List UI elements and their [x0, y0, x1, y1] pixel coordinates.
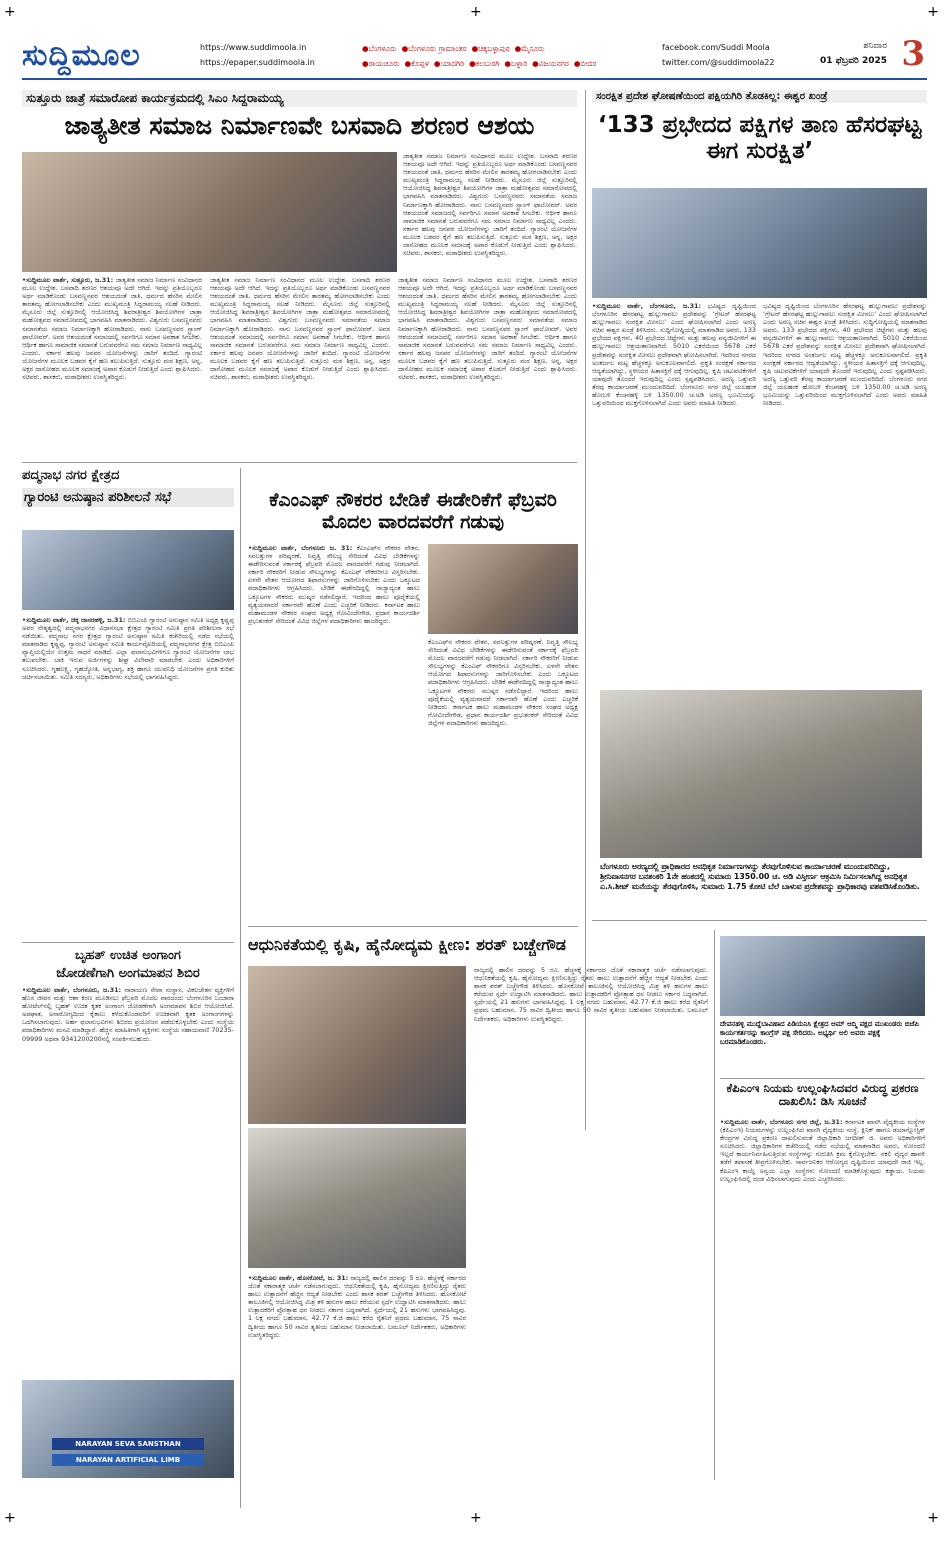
story7-photo — [600, 690, 922, 858]
story5-body — [22, 986, 234, 1374]
registration-mark: + — [4, 1510, 16, 1526]
story1-headline: ಜಾತ್ಯತೀತ ಸಮಾಜ ನಿರ್ಮಾಣವೇ ಬಸವಾದಿ ಶರಣರ ಆಶಯ — [64, 111, 535, 140]
edition-city: ●ಮೈಸೂರು — [514, 44, 545, 53]
date-label: 01 ಫೆಬ್ರವರಿ 2025 — [820, 56, 887, 66]
column-divider — [714, 930, 715, 1480]
story1-body: ಜಾತ್ಯತೀತ ಸಮಾಜ ನಿರ್ಮಾಣ ಸಂವಿಧಾನದ ಮೂಲ ಉದ್ದೇಶ. ಬಸವಾದಿ ಶರಣರ ಆಶಯವೂ ಅದೇ ಆಗಿದೆ. ಇದನ್ನು ಪ್ರತಿಯೊಬ್ಬರೂ ಅರ್ಥ ಮಾಡಿಕೊಂಡು ಬಸವಣ್ಣನವರ ಆಶಯದಂತೆ ಜಾತಿ, ಧರ್ಮದ ಹೆಸರಿನ ಮೇಲಿನ ತಾರತಮ್ಯ ಹೋಗಲಾಡಿಸಬೇಕು ಎಂದು ಮುಖ್ಯಮಂತ್ರಿ ಸಿದ್ದರಾಮಯ್ಯ ಸಲಹೆ ನೀಡಿದರು. ಮೈಸೂರು ಜಿಲ್ಲೆ ಸುತ್ತೂರಿನಲ್ಲಿ ಆಯೋಜಿಸಿದ್ದ ಶಿವರಾತ್ರೀಶ್ವರ ಶಿವಯೋಗಿಗಳ ಜಾತ್ರಾ ಮಹೋತ್ಸವದ ಸಮಾರೋಪದಲ್ಲಿ ಭಾಗವಹಿಸಿ ಮಾತನಾಡಿದರು. ವಿಶ್ವಗುರು ಬಸವಣ್ಣನವರು ಸಮಾನತೆಯ ಸಮಾಜ ನಿರ್ಮಾಣಕ್ಕಾಗಿ ಹೋರಾಡಿದರು. ನಾನು ಬಸವಣ್ಣನವರ ಸ್ಟ್ರಾಂಗ್ ಫಾಲೋವರ್. ಅವರ ಆಶಯದಂತೆ ಸಮಾಜದಲ್ಲಿ ಸರ್ವರಿಗೂ ಸಮಾನ ಅವಕಾಶ ಸಿಗಬೇಕು. ಆರ್ಥಿಕ ಹಾಗೂ ಸಾಮಾಜಿಕ ಸಮಾನತೆ ಬರುವವರೆಗೂ ಸಮ ಸಮಾಜ ನಿರ್ಮಾಣ ಸಾಧ್ಯವಿಲ್ಲ ಎಂದರು. ಸರ್ಕಾರ ಹಲವು ಜನಪರ ಯೋಜನೆಗಳನ್ನು ಜಾರಿಗೆ ತಂದಿದೆ. ಗ್ಯಾರಂಟಿ ಯೋಜನೆಗಳ ಮೂಲಕ ಬಡವರ ಕೈಗೆ ಹಣ ತಲುಪಿಸುತ್ತಿದೆ. ಸುತ್ತೂರು ಮಠ ಶಿಕ್ಷಣ, ಅನ್ನ, ಅಕ್ಷರ ದಾಸೋಹದ ಮೂಲಕ ಸಮಾಜಕ್ಕೆ ಅಪಾರ ಕೊಡುಗೆ ನೀಡುತ್ತಿದೆ ಎಂದು ಶ್ಲಾಘಿಸಿದರು. ಸಚಿವರು, ಶಾಸಕರು, ಮಠಾಧೀಶರು ಉಪಸ್ಥಿತರಿದ್ದರು. — [22, 276, 202, 382]
story9-body — [720, 1118, 925, 1476]
divider — [720, 1078, 925, 1079]
divider — [22, 462, 577, 463]
page-number: 3 — [901, 34, 925, 74]
edition-cities — [362, 41, 662, 71]
edition-city: ●ಯಾದಗಿರಿ — [433, 59, 465, 68]
edition-city: ●ರಾಯಚೂರು — [362, 59, 400, 68]
story2-dateline: •ಸುದ್ದಿಮೂಲ ವಾರ್ತೆ, ಬೆಂಗಳೂರು, ಜ.31: — [592, 302, 702, 310]
story4-body: ಕೆಎಂಎಫ್‌ನ ನೌಕರರ ವೇತನ, ಸವಲತ್ತುಗಳ ಪರಿಷ್ಕರಣೆ, ನಿವೃತ್ತಿ ಸೌಲಭ್ಯ ಸೇರಿದಂತೆ ವಿವಿಧ ಬೇಡಿಕೆಗಳನ್ನು ಈಡೇರಿಸುವಂತೆ ಸರ್ಕಾರಕ್ಕೆ ಫೆಬ್ರವರಿ ಮೊದಲ ವಾರದವರೆಗೆ ಗಡುವು ನೀಡಲಾಗಿದೆ. ಸರ್ಕಾರಿ ನೌಕರರಿಗೆ ನೀಡುವ ಸೌಲಭ್ಯಗಳನ್ನು ಕೆಎಂಎಫ್ ನೌಕರರಿಗೂ ವಿಸ್ತರಿಸಬೇಕು. ಏಳನೇ ವೇತನ ಆಯೋಗದ ಶಿಫಾರಸುಗಳನ್ನು ಜಾರಿಗೊಳಿಸಬೇಕು ಎಂದು ಒಕ್ಕೂಟದ ಪದಾಧಿಕಾರಿಗಳು ಆಗ್ರಹಿಸಿದರು. ಬೇಡಿಕೆ ಈಡೇರದಿದ್ದಲ್ಲಿ ರಾಜ್ಯಾದ್ಯಂತ ಹಾಲು ಒಕ್ಕೂಟಗಳ ನೌಕರರು ಮುಷ್ಕರ ನಡೆಸಲಿದ್ದಾರೆ. ಇದರಿಂದ ಹಾಲು ಪೂರೈಕೆಯಲ್ಲಿ ವ್ಯತ್ಯಯವಾದರೆ ಸರ್ಕಾರವೇ ಹೊಣೆ ಎಂದು ಎಚ್ಚರಿಕೆ ನೀಡಿದರು. ಕರ್ನಾಟಕ ಹಾಲು ಮಹಾಮಂಡಳ ನೌಕರರ ಸಂಘದ ಅಧ್ಯಕ್ಷ ಗೋವಿಂದೇಗೌಡ, ಪ್ರಧಾನ ಕಾರ್ಯದರ್ಶಿ ಪ್ರಭುಶಂಕರ್ ಸೇರಿದಂತೆ ವಿವಿಧ ಜಿಲ್ಲೆಗಳ ಪದಾಧಿಕಾರಿಗಳು ಹಾಜರಿದ್ದರು. — [248, 544, 420, 625]
registration-mark: + — [927, 4, 939, 20]
story5-dateline: •ಸುದ್ದಿಮೂಲ ವಾರ್ತೆ, ಬೆಂಗಳೂರು, ಜ.31: — [22, 986, 122, 994]
story1-body-col3: ಜಾತ್ಯತೀತ ಸಮಾಜ ನಿರ್ಮಾಣ ಸಂವಿಧಾನದ ಮೂಲ ಉದ್ದೇಶ. ಬಸವಾದಿ ಶರಣರ ಆಶಯವೂ ಅದೇ ಆಗಿದೆ. ಇದನ್ನು ಪ್ರತಿಯೊಬ್ಬರೂ ಅರ್ಥ ಮಾಡಿಕೊಂಡು ಬಸವಣ್ಣನವರ ಆಶಯದಂತೆ ಜಾತಿ, ಧರ್ಮದ ಹೆಸರಿನ ಮೇಲಿನ ತಾರತಮ್ಯ ಹೋಗಲಾಡಿಸಬೇಕು ಎಂದು ಮುಖ್ಯಮಂತ್ರಿ ಸಿದ್ದರಾಮಯ್ಯ ಸಲಹೆ ನೀಡಿದರು. ಮೈಸೂರು ಜಿಲ್ಲೆ ಸುತ್ತೂರಿನಲ್ಲಿ ಆಯೋಜಿಸಿದ್ದ ಶಿವರಾತ್ರೀಶ್ವರ ಶಿವಯೋಗಿಗಳ ಜಾತ್ರಾ ಮಹೋತ್ಸವದ ಸಮಾರೋಪದಲ್ಲಿ ಭಾಗವಹಿಸಿ ಮಾತನಾಡಿದರು. ವಿಶ್ವಗುರು ಬಸವಣ್ಣನವರು ಸಮಾನತೆಯ ಸಮಾಜ ನಿರ್ಮಾಣಕ್ಕಾಗಿ ಹೋರಾಡಿದರು. ನಾನು ಬಸವಣ್ಣನವರ ಸ್ಟ್ರಾಂಗ್ ಫಾಲೋವರ್. ಅವರ ಆಶಯದಂತೆ ಸಮಾಜದಲ್ಲಿ ಸರ್ವರಿಗೂ ಸಮಾನ ಅವಕಾಶ ಸಿಗಬೇಕು. ಆರ್ಥಿಕ ಹಾಗೂ ಸಾಮಾಜಿಕ ಸಮಾನತೆ ಬರುವವರೆಗೂ ಸಮ ಸಮಾಜ ನಿರ್ಮಾಣ ಸಾಧ್ಯವಿಲ್ಲ ಎಂದರು. ಸರ್ಕಾರ ಹಲವು ಜನಪರ ಯೋಜನೆಗಳನ್ನು ಜಾರಿಗೆ ತಂದಿದೆ. ಗ್ಯಾರಂಟಿ ಯೋಜನೆಗಳ ಮೂಲಕ ಬಡವರ ಕೈಗೆ ಹಣ ತಲುಪಿಸುತ್ತಿದೆ. ಸುತ್ತೂರು ಮಠ ಶಿಕ್ಷಣ, ಅನ್ನ, ಅಕ್ಷರ ದಾಸೋಹದ ಮೂಲಕ ಸಮಾಜಕ್ಕೆ ಅಪಾರ ಕೊಡುಗೆ ನೀಡುತ್ತಿದೆ ಎಂದು ಶ್ಲಾಘಿಸಿದರು. ಸಚಿವರು, ಶಾಸಕರು, ಮಠಾಧೀಶರು ಉಪಸ್ಥಿತರಿದ್ದರು. — [403, 152, 577, 258]
edition-cities-row1 — [362, 41, 662, 56]
story3-headline: ಗ್ಯಾರಂಟಿ ಅನುಷ್ಠಾನ ಪರಿಶೀಲನೆ ಸಭೆ — [22, 488, 234, 507]
story6-dateline: •ಸುದ್ದಿಮೂಲ ವಾರ್ತೆ, ಹೊಸಕೋಟೆ, ಜ. 31: — [248, 1274, 349, 1282]
story1-kicker: ಸುತ್ತೂರು ಜಾತ್ರೆ ಸಮಾರೋಪ ಕಾರ್ಯಕ್ರಮದಲ್ಲಿ ಸಿಎಂ ಸಿದ್ದರಾಮಯ್ಯ — [22, 90, 577, 107]
story6-body-col2: ರಾಜ್ಯದಲ್ಲಿ ಹಾಲಿನ ದರವನ್ನು 5 ರೂ. ಹೆಚ್ಚಳಕ್ಕೆ ಸರ್ಕಾರದ ಜೊತೆ ಸಕಾರಾತ್ಮಕ ಚರ್ಚೆ ನಡೆಸಲಾಗುವುದು. ಆಧುನಿಕತೆಯಲ್ಲಿ ಕೃಷಿ, ಹೈನೋದ್ಯಮ ಕ್ಷೀಣಿಸುತ್ತಿದ್ದು ರೈತರು ಹಾಲು ಉತ್ಪಾದನೆಗೆ ಹೆಚ್ಚಿನ ಆದ್ಯತೆ ನೀಡಬೇಕು ಎಂದು ಶಾಸಕ ಶರತ್ ಬಚ್ಚೇಗೌಡ ತಿಳಿಸಿದರು. ಹೊಸಕೋಟೆ ತಾಲೂಕಿನಲ್ಲಿ ಆಯೋಜಿಸಿದ್ದ ಮಿಶ್ರ ತಳಿ ಹಸುಗಳ ಹಾಲು ಕರೆಯುವ ಸ್ಪರ್ಧೆ ಉದ್ಘಾಟಿಸಿ ಮಾತನಾಡಿದರು. ಹಾಲು ಉತ್ಪಾದಕರಿಗೆ ಪ್ರೋತ್ಸಾಹ ಧನ ನೀಡಲು ಸರ್ಕಾರ ಬದ್ಧವಾಗಿದೆ. ಸ್ಪರ್ಧೆಯಲ್ಲಿ 21 ಹಸುಗಳು ಭಾಗವಹಿಸಿದ್ದವು. 1 ಲಕ್ಷ ನಗದು ಬಹುಮಾನ, 42.77 ಕೆ.ಜಿ ಹಾಲು ಕರೆದ ರೈತನಿಗೆ ಪ್ರಥಮ ಬಹುಮಾನ, 75 ಸಾವಿರ ದ್ವಿತೀಯ ಹಾಗೂ 50 ಸಾವಿರ ತೃತೀಯ ಬಹುಮಾನ ನೀಡಲಾಯಿತು. ಬಮೂಲ್ ನಿರ್ದೇಶಕರು, ಅಧಿಕಾರಿಗಳು ಉಪಸ್ಥಿತರಿದ್ದರು. — [474, 966, 708, 1023]
story2-kicker: ಸಂರಕ್ಷಿತ ಪ್ರದೇಶ ಘೋಷಣೆಯಿಂದ ಪಕ್ಷಿಯಗಿರಿ ತೊಡಕಿಲ್ಲ: ಈಶ್ವರ ಖಂಡ್ರೆ — [592, 90, 927, 103]
epaper-link[interactable]: https://epaper.suddimoola.in — [200, 58, 315, 67]
story3-photo — [22, 530, 234, 610]
registration-mark: + — [927, 1510, 939, 1526]
story4-dateline: •ಸುದ್ದಿಮೂಲ ವಾರ್ತೆ, ಬೆಂಗಳೂರು ಜ. 31: — [248, 544, 353, 552]
story3-body-text: ಬಿಬಿಎಂಪಿ ಗ್ಯಾರಂಟಿ ಅನುಷ್ಠಾನ ಸಮಿತಿ ಅಧ್ಯಕ್ಷ ಕೃಷ್ಣಪ್ಪ ಅವರ ನೇತೃತ್ವದಲ್ಲಿ ಪದ್ಮನಾಭನಗರ ವಿಧಾನಸಭಾ ಕ್ಷೇತ್ರದ ಗ್ಯಾರಂಟಿ ಸಮಿತಿ ಪ್ರಗತಿ ಪರಿಶೀಲನಾ ಸಭೆ ನಡೆಯಿತು. ಪದ್ಮನಾಭ ನಗರ ಕ್ಷೇತ್ರದ ಗ್ಯಾರಂಟಿ ಅನುಷ್ಠಾನ ಸಮಿತಿ ಕಚೇರಿಯಲ್ಲಿ ನಡೆದ ಸಭೆಯಲ್ಲಿ ಮಾತನಾಡಿದ ಕೃಷ್ಣಪ್ಪ, ಗ್ಯಾರಂಟಿ ಅನುಷ್ಠಾನ ಸಮಿತಿ ಕಾರ್ಯವೈಖರಿಯಲ್ಲಿ ಪದ್ಮನಾಭನಗರ ಕ್ಷೇತ್ರ ಬಿಬಿಎಂಪಿ ವ್ಯಾಪ್ತಿಯಲ್ಲಿಯೇ ಉತ್ತಮ ಸಾಧನೆ ಮಾಡಿದೆ. ಎಲ್ಲಾ ಫಲಾನುಭವಿಗಳಿಗೂ ಗ್ಯಾರಂಟಿ ಯೋಜನೆಗಳ ಲಾಭ ತಲುಪಬೇಕು. ಬಾಕಿ ಇರುವ ಅರ್ಜಿಗಳನ್ನು ಶೀಘ್ರ ವಿಲೇವಾರಿ ಮಾಡಬೇಕು ಎಂದು ಅಧಿಕಾರಿಗಳಿಗೆ ಸೂಚಿಸಿದರು. ಗೃಹಲಕ್ಷ್ಮಿ, ಗೃಹಜ್ಯೋತಿ, ಅನ್ನಭಾಗ್ಯ, ಶಕ್ತಿ ಹಾಗೂ ಯುವನಿಧಿ ಯೋಜನೆಗಳ ಪ್ರಗತಿ ಕುರಿತು ಚರ್ಚಿಸಲಾಯಿತು. ಸಮಿತಿ ಸದಸ್ಯರು, ಅಧಿಕಾರಿಗಳು ಸಭೆಯಲ್ಲಿ ಭಾಗವಹಿಸಿದ್ದರು. — [22, 616, 234, 681]
story9-body-text: ಕರ್ನಾಟಕ ಖಾಸಗಿ ವೈದ್ಯಕೀಯ ಸಂಸ್ಥೆಗಳ (ಕೆಪಿಎಂಇ) ನಿಯಮಗಳನ್ನು ಉಲ್ಲಂಘಿಸಿದ ಖಾಸಗಿ ವೈದ್ಯಕೀಯ ಸಂಸ್ಥೆ, ಕ್ಲಿನಿಕ್ ಹಾಗೂ ಡಯಾಗ್ನೋಸ್ಟಿಕ್ ಕೇಂದ್ರಗಳ ವಿರುದ್ಧ ಪ್ರಕರಣ ದಾಖಲಿಸುವಂತೆ ಜಿಲ್ಲಾಧಿಕಾರಿ ಜಗದೀಶ್ ಜಿ. ಅವರು ಅಧಿಕಾರಿಗಳಿಗೆ ಸೂಚಿಸಿದರು. ಜಿಲ್ಲಾಧಿಕಾರಿಗಳ ಕಚೇರಿಯಲ್ಲಿ ನಡೆದ ಸಭೆಯಲ್ಲಿ ಮಾತನಾಡಿದ ಅವರು, ನೋಂದಣಿ ಇಲ್ಲದೆ ಕಾರ್ಯನಿರ್ವಹಿಸುತ್ತಿರುವ ಸಂಸ್ಥೆಗಳನ್ನು ಗುರುತಿಸಿ ಕ್ರಮ ಕೈಗೊಳ್ಳಬೇಕು. ನಕಲಿ ವೈದ್ಯರ ಹಾವಳಿ ತಡೆಗೆ ತಪಾಸಣೆ ತೀವ್ರಗೊಳಿಸಬೇಕು. ಸಾರ್ವಜನಿಕರ ಆರೋಗ್ಯದ ದೃಷ್ಟಿಯಿಂದ ಯಾವುದೇ ರಾಜಿ ಇಲ್ಲ. ಕೆಪಿಎಂಇ ಕಾಯ್ದೆ ಅನ್ವಯ ಎಲ್ಲಾ ಸಂಸ್ಥೆಗಳು ನೋಂದಣಿ ಮಾಡಿಕೊಳ್ಳುವುದು ಕಡ್ಡಾಯ. ನಿಯಮ ಉಲ್ಲಂಘಿಸಿದಲ್ಲಿ ದಂಡ ವಿಧಿಸಲಾಗುವುದು ಎಂದು ಎಚ್ಚರಿಸಿದರು. — [720, 1118, 925, 1183]
edition-city: ●ಕೊಪ್ಪಳ — [404, 59, 429, 68]
story5-banner: NARAYAN SEVA SANSTHAN — [52, 1438, 204, 1450]
story6-body: ರಾಜ್ಯದಲ್ಲಿ ಹಾಲಿನ ದರವನ್ನು 5 ರೂ. ಹೆಚ್ಚಳಕ್ಕೆ ಸರ್ಕಾರದ ಜೊತೆ ಸಕಾರಾತ್ಮಕ ಚರ್ಚೆ ನಡೆಸಲಾಗುವುದು. ಆಧುನಿಕತೆಯಲ್ಲಿ ಕೃಷಿ, ಹೈನೋದ್ಯಮ ಕ್ಷೀಣಿಸುತ್ತಿದ್ದು ರೈತರು ಹಾಲು ಉತ್ಪಾದನೆಗೆ ಹೆಚ್ಚಿನ ಆದ್ಯತೆ ನೀಡಬೇಕು ಎಂದು ಶಾಸಕ ಶರತ್ ಬಚ್ಚೇಗೌಡ ತಿಳಿಸಿದರು. ಹೊಸಕೋಟೆ ತಾಲೂಕಿನಲ್ಲಿ ಆಯೋಜಿಸಿದ್ದ ಮಿಶ್ರ ತಳಿ ಹಸುಗಳ ಹಾಲು ಕರೆಯುವ ಸ್ಪರ್ಧೆ ಉದ್ಘಾಟಿಸಿ ಮಾತನಾಡಿದರು. ಹಾಲು ಉತ್ಪಾದಕರಿಗೆ ಪ್ರೋತ್ಸಾಹ ಧನ ನೀಡಲು ಸರ್ಕಾರ ಬದ್ಧವಾಗಿದೆ. ಸ್ಪರ್ಧೆಯಲ್ಲಿ 21 ಹಸುಗಳು ಭಾಗವಹಿಸಿದ್ದವು. 1 ಲಕ್ಷ ನಗದು ಬಹುಮಾನ, 42.77 ಕೆ.ಜಿ ಹಾಲು ಕರೆದ ರೈತನಿಗೆ ಪ್ರಥಮ ಬಹುಮಾನ, 75 ಸಾವಿರ ದ್ವಿತೀಯ ಹಾಗೂ 50 ಸಾವಿರ ತೃತೀಯ ಬಹುಮಾನ ನೀಡಲಾಯಿತು. ಬಮೂಲ್ ನಿರ್ದೇಶಕರು, ಅಧಿಕಾರಿಗಳು ಉಪಸ್ಥಿತರಿದ್ದರು. — [248, 1274, 466, 1339]
edition-city: ●ಬೆಂಗಳೂರು ಗ್ರಾಮಾಂತರ — [401, 44, 467, 53]
story8-photo — [720, 936, 925, 1016]
website-links — [200, 40, 315, 70]
story6-photo-bottom — [248, 1128, 466, 1268]
story6-photo-top — [248, 966, 466, 1124]
story5-photo — [22, 1380, 234, 1478]
date-block — [820, 39, 887, 69]
registration-mark: + — [4, 4, 16, 20]
story2-body-col1 — [592, 302, 756, 684]
story6-body-col1 — [248, 1274, 466, 1476]
story7-caption: ಬೆಂಗಳೂರು ಅರಣ್ಯದಲ್ಲಿ ಪ್ರಾಧಿಕಾರದ ಅನಧಿಕೃತ ನಿರ್ಮಾಣಗಳನ್ನು ತೆರವುಗೊಳಿಸುವ ಕಾರ್ಯಾಚರಣೆ ಮುಂದುವರಿದಿದ್ದು, ಶ್ರೀನಿವಾಸನಗರ ಬನಶಂಕರಿ 1ನೇ ಹಂತದಲ್ಲಿ ಸುಮಾರು 1350.00 ಚ. ಅಡಿ ವಿಸ್ತೀರ್ಣ ಆಕ್ರಮಿಸಿ ನಿರ್ಮಿಸಲಾಗಿದ್ದ ಅನಧಿಕೃತ ಎ.ಸಿ.ಶೀಟ್ ಮನೆಯನ್ನು ತೆರವುಗೊಳಿಸಿ, ಸುಮಾರು 1.75 ಕೋಟಿ ಬೆಲೆ ಬಾಳುವ ಪ್ರದೇಶವನ್ನು ಪ್ರಾಧಿಕಾರವು ವಶಪಡಿಸಿಕೊಂಡಿತು. — [600, 862, 920, 891]
newspaper-logo: ಸುದ್ದಿಮೂಲ — [22, 38, 141, 73]
story2-photo — [592, 188, 927, 298]
edition-cities-row2 — [362, 56, 662, 71]
story4-photo — [428, 544, 578, 634]
story5-headline: ಜೋಡಣೆಗಾಗಿ ಅಂಗಮಾಪನ ಶಿಬಿರ — [56, 966, 200, 981]
story3-kicker: ಪದ್ಮನಾಭ ನಗರ ಕ್ಷೇತ್ರದ — [22, 468, 120, 483]
story4-body-col1 — [248, 544, 420, 919]
social-links — [662, 40, 774, 70]
day-label: ಶನಿವಾರ — [863, 41, 887, 51]
facebook-link[interactable]: facebook.com/Suddi Moola — [662, 43, 770, 52]
edition-city: ●ಕಲಬುರಗಿ — [469, 59, 500, 68]
story3-dateline: •ಸುದ್ದಿಮೂಲ ವಾರ್ತೆ, ಚಿಕ್ಕ ದಾಸರಹಳ್ಳಿ, ಜ.31: — [22, 616, 126, 624]
story2-body: ಭವಿಷ್ಯದ ದೃಷ್ಟಿಯಿಂದ ಬೆಂಗಳೂರಿನ ಹೆಸರಘಟ್ಟ ಹುಲ್ಲುಗಾವಲು ಪ್ರದೇಶವನ್ನು ‘ಗ್ರೇಟರ್ ಹೆಸರಘಟ್ಟ ಹುಲ್ಲುಗಾವಲು ಸಂರಕ್ಷಿತ ಮೀಸಲು’ ಎಂದು ಘೋಷಿಸಲಾಗಿದೆ ಎಂದು ಅರಣ್ಯ ಸಚಿವ ಈಶ್ವರ ಖಂಡ್ರೆ ತಿಳಿಸಿದರು. ಸುದ್ದಿಗೋಷ್ಠಿಯಲ್ಲಿ ಮಾತನಾಡಿದ ಅವರು, 133 ಪ್ರಭೇದದ ಪಕ್ಷಿಗಳು, 40 ಪ್ರಭೇದದ ಚಿಟ್ಟೆಗಳು ಮತ್ತು ಹಲವು ವನ್ಯಜೀವಿಗಳಿಗೆ ಈ ಹುಲ್ಲುಗಾವಲು ಆಶ್ರಯತಾಣವಾಗಿದೆ. 5010 ಎಕರೆಯಿಂದ 5678 ಎಕರೆ ಪ್ರದೇಶವನ್ನು ಸಂರಕ್ಷಿತ ಮೀಸಲು ಪ್ರದೇಶವಾಗಿ ಘೋಷಿಸಲಾಗಿದೆ. ಇದರಿಂದ ನಗರದ ಅಂತರ್ಜಲ ಮಟ್ಟ ಹೆಚ್ಚಳಕ್ಕೂ ಅನುಕೂಲವಾಗಲಿದೆ. ಪ್ರಕೃತಿ ಸಂರಕ್ಷಣೆ ಸರ್ಕಾರದ ಆದ್ಯತೆಯಾಗಿದ್ದು, ಸ್ಥಳೀಯರ ಹಿತಾಸಕ್ತಿಗೆ ಧಕ್ಕೆ ಆಗುವುದಿಲ್ಲ. ಕೃಷಿ ಚಟುವಟಿಕೆಗಳಿಗೆ ಯಾವುದೇ ತೊಂದರೆ ಇರುವುದಿಲ್ಲ ಎಂದು ಸ್ಪಷ್ಟಪಡಿಸಿದರು. ಅರಣ್ಯ ಒತ್ತುವರಿ ತೆರವು ಕಾರ್ಯಾಚರಣೆ ಮುಂದುವರಿದಿದೆ. ಬೆಂಗಳೂರು ನಗರ ಜಿಲ್ಲೆ ಯಲಹಂಕ ಹೋಬಳಿ ಕೆಂಚನಹಳ್ಳಿ ಬಳಿ 1350.00 ಚ.ಅಡಿ ಅರಣ್ಯ ಭೂಮಿಯನ್ನು ಒತ್ತುವರಿಯಿಂದ ಮುಕ್ತಗೊಳಿಸಲಾಗಿದೆ ಎಂದು ಅವರು ಮಾಹಿತಿ ನೀಡಿದರು. — [592, 302, 756, 408]
story1-body-col4: ಜಾತ್ಯತೀತ ಸಮಾಜ ನಿರ್ಮಾಣ ಸಂವಿಧಾನದ ಮೂಲ ಉದ್ದೇಶ. ಬಸವಾದಿ ಶರಣರ ಆಶಯವೂ ಅದೇ ಆಗಿದೆ. ಇದನ್ನು ಪ್ರತಿಯೊಬ್ಬರೂ ಅರ್ಥ ಮಾಡಿಕೊಂಡು ಬಸವಣ್ಣನವರ ಆಶಯದಂತೆ ಜಾತಿ, ಧರ್ಮದ ಹೆಸರಿನ ಮೇಲಿನ ತಾರತಮ್ಯ ಹೋಗಲಾಡಿಸಬೇಕು ಎಂದು ಮುಖ್ಯಮಂತ್ರಿ ಸಿದ್ದರಾಮಯ್ಯ ಸಲಹೆ ನೀಡಿದರು. ಮೈಸೂರು ಜಿಲ್ಲೆ ಸುತ್ತೂರಿನಲ್ಲಿ ಆಯೋಜಿಸಿದ್ದ ಶಿವರಾತ್ರೀಶ್ವರ ಶಿವಯೋಗಿಗಳ ಜಾತ್ರಾ ಮಹೋತ್ಸವದ ಸಮಾರೋಪದಲ್ಲಿ ಭಾಗವಹಿಸಿ ಮಾತನಾಡಿದರು. ವಿಶ್ವಗುರು ಬಸವಣ್ಣನವರು ಸಮಾನತೆಯ ಸಮಾಜ ನಿರ್ಮಾಣಕ್ಕಾಗಿ ಹೋರಾಡಿದರು. ನಾನು ಬಸವಣ್ಣನವರ ಸ್ಟ್ರಾಂಗ್ ಫಾಲೋವರ್. ಅವರ ಆಶಯದಂತೆ ಸಮಾಜದಲ್ಲಿ ಸರ್ವರಿಗೂ ಸಮಾನ ಅವಕಾಶ ಸಿಗಬೇಕು. ಆರ್ಥಿಕ ಹಾಗೂ ಸಾಮಾಜಿಕ ಸಮಾನತೆ ಬರುವವರೆಗೂ ಸಮ ಸಮಾಜ ನಿರ್ಮಾಣ ಸಾಧ್ಯವಿಲ್ಲ ಎಂದರು. ಸರ್ಕಾರ ಹಲವು ಜನಪರ ಯೋಜನೆಗಳನ್ನು ಜಾರಿಗೆ ತಂದಿದೆ. ಗ್ಯಾರಂಟಿ ಯೋಜನೆಗಳ ಮೂಲಕ ಬಡವರ ಕೈಗೆ ಹಣ ತಲುಪಿಸುತ್ತಿದೆ. ಸುತ್ತೂರು ಮಠ ಶಿಕ್ಷಣ, ಅನ್ನ, ಅಕ್ಷರ ದಾಸೋಹದ ಮೂಲಕ ಸಮಾಜಕ್ಕೆ ಅಪಾರ ಕೊಡುಗೆ ನೀಡುತ್ತಿದೆ ಎಂದು ಶ್ಲಾಘಿಸಿದರು. ಸಚಿವರು, ಶಾಸಕರು, ಮಠಾಧೀಶರು ಉಪಸ್ಥಿತರಿದ್ದರು. — [398, 276, 577, 382]
story5-kicker: ಬೃಹತ್ ಉಚಿತ ಅಂಗಾಂಗ — [75, 948, 181, 963]
story4-body-col2: ಕೆಎಂಎಫ್‌ನ ನೌಕರರ ವೇತನ, ಸವಲತ್ತುಗಳ ಪರಿಷ್ಕರಣೆ, ನಿವೃತ್ತಿ ಸೌಲಭ್ಯ ಸೇರಿದಂತೆ ವಿವಿಧ ಬೇಡಿಕೆಗಳನ್ನು ಈಡೇರಿಸುವಂತೆ ಸರ್ಕಾರಕ್ಕೆ ಫೆಬ್ರವರಿ ಮೊದಲ ವಾರದವರೆಗೆ ಗಡುವು ನೀಡಲಾಗಿದೆ. ಸರ್ಕಾರಿ ನೌಕರರಿಗೆ ನೀಡುವ ಸೌಲಭ್ಯಗಳನ್ನು ಕೆಎಂಎಫ್ ನೌಕರರಿಗೂ ವಿಸ್ತರಿಸಬೇಕು. ಏಳನೇ ವೇತನ ಆಯೋಗದ ಶಿಫಾರಸುಗಳನ್ನು ಜಾರಿಗೊಳಿಸಬೇಕು ಎಂದು ಒಕ್ಕೂಟದ ಪದಾಧಿಕಾರಿಗಳು ಆಗ್ರಹಿಸಿದರು. ಬೇಡಿಕೆ ಈಡೇರದಿದ್ದಲ್ಲಿ ರಾಜ್ಯಾದ್ಯಂತ ಹಾಲು ಒಕ್ಕೂಟಗಳ ನೌಕರರು ಮುಷ್ಕರ ನಡೆಸಲಿದ್ದಾರೆ. ಇದರಿಂದ ಹಾಲು ಪೂರೈಕೆಯಲ್ಲಿ ವ್ಯತ್ಯಯವಾದರೆ ಸರ್ಕಾರವೇ ಹೊಣೆ ಎಂದು ಎಚ್ಚರಿಕೆ ನೀಡಿದರು. ಕರ್ನಾಟಕ ಹಾಲು ಮಹಾಮಂಡಳ ನೌಕರರ ಸಂಘದ ಅಧ್ಯಕ್ಷ ಗೋವಿಂದೇಗೌಡ, ಪ್ರಧಾನ ಕಾರ್ಯದರ್ಶಿ ಪ್ರಭುಶಂಕರ್ ಸೇರಿದಂತೆ ವಿವಿಧ ಜಿಲ್ಲೆಗಳ ಪದಾಧಿಕಾರಿಗಳು ಹಾಜರಿದ್ದರು. — [428, 638, 578, 727]
registration-mark: + — [470, 4, 482, 20]
story4-headline: ಕೆಎಂಎಫ್ ನೌಕರರ ಬೇಡಿಕೆ ಈಡೇರಿಕೆಗೆ ಫೆಬ್ರವರಿ ಮೊದಲ ವಾರದವರೆಗೆ ಗಡುವು — [269, 489, 557, 533]
edition-city: ●ಚಿಕ್ಕಬಳ್ಳಾಪುರ — [471, 44, 510, 53]
divider — [22, 942, 234, 943]
story1-photo — [22, 152, 397, 272]
story2-headline: ‘133 ಪ್ರಭೇದದ ಪಕ್ಷಿಗಳ ತಾಣ ಹೆಸರಘಟ್ಟ ಈಗ ಸುರಕ್ಷಿತ’ — [597, 112, 922, 165]
story1-body-col2: ಜಾತ್ಯತೀತ ಸಮಾಜ ನಿರ್ಮಾಣ ಸಂವಿಧಾನದ ಮೂಲ ಉದ್ದೇಶ. ಬಸವಾದಿ ಶರಣರ ಆಶಯವೂ ಅದೇ ಆಗಿದೆ. ಇದನ್ನು ಪ್ರತಿಯೊಬ್ಬರೂ ಅರ್ಥ ಮಾಡಿಕೊಂಡು ಬಸವಣ್ಣನವರ ಆಶಯದಂತೆ ಜಾತಿ, ಧರ್ಮದ ಹೆಸರಿನ ಮೇಲಿನ ತಾರತಮ್ಯ ಹೋಗಲಾಡಿಸಬೇಕು ಎಂದು ಮುಖ್ಯಮಂತ್ರಿ ಸಿದ್ದರಾಮಯ್ಯ ಸಲಹೆ ನೀಡಿದರು. ಮೈಸೂರು ಜಿಲ್ಲೆ ಸುತ್ತೂರಿನಲ್ಲಿ ಆಯೋಜಿಸಿದ್ದ ಶಿವರಾತ್ರೀಶ್ವರ ಶಿವಯೋಗಿಗಳ ಜಾತ್ರಾ ಮಹೋತ್ಸವದ ಸಮಾರೋಪದಲ್ಲಿ ಭಾಗವಹಿಸಿ ಮಾತನಾಡಿದರು. ವಿಶ್ವಗುರು ಬಸವಣ್ಣನವರು ಸಮಾನತೆಯ ಸಮಾಜ ನಿರ್ಮಾಣಕ್ಕಾಗಿ ಹೋರಾಡಿದರು. ನಾನು ಬಸವಣ್ಣನವರ ಸ್ಟ್ರಾಂಗ್ ಫಾಲೋವರ್. ಅವರ ಆಶಯದಂತೆ ಸಮಾಜದಲ್ಲಿ ಸರ್ವರಿಗೂ ಸಮಾನ ಅವಕಾಶ ಸಿಗಬೇಕು. ಆರ್ಥಿಕ ಹಾಗೂ ಸಾಮಾಜಿಕ ಸಮಾನತೆ ಬರುವವರೆಗೂ ಸಮ ಸಮಾಜ ನಿರ್ಮಾಣ ಸಾಧ್ಯವಿಲ್ಲ ಎಂದರು. ಸರ್ಕಾರ ಹಲವು ಜನಪರ ಯೋಜನೆಗಳನ್ನು ಜಾರಿಗೆ ತಂದಿದೆ. ಗ್ಯಾರಂಟಿ ಯೋಜನೆಗಳ ಮೂಲಕ ಬಡವರ ಕೈಗೆ ಹಣ ತಲುಪಿಸುತ್ತಿದೆ. ಸುತ್ತೂರು ಮಠ ಶಿಕ್ಷಣ, ಅನ್ನ, ಅಕ್ಷರ ದಾಸೋಹದ ಮೂಲಕ ಸಮಾಜಕ್ಕೆ ಅಪಾರ ಕೊಡುಗೆ ನೀಡುತ್ತಿದೆ ಎಂದು ಶ್ಲಾಘಿಸಿದರು. ಸಚಿವರು, ಶಾಸಕರು, ಮಠಾಧೀಶರು ಉಪಸ್ಥಿತರಿದ್ದರು. — [210, 276, 390, 382]
story1-body-col1 — [22, 276, 202, 456]
divider — [592, 920, 927, 921]
story9-dateline: •ಸುದ್ದಿಮೂಲ ವಾರ್ತೆ, ಬೆಂಗಳೂರು ನಗರ ಜಿಲ್ಲೆ, ಜ.31: — [720, 1118, 843, 1126]
story5-banner2: NARAYAN ARTIFICIAL LIMB — [52, 1454, 204, 1466]
twitter-link[interactable]: twitter.com/@suddimoola22 — [662, 58, 775, 67]
story3-body — [22, 616, 234, 938]
registration-mark: + — [470, 1510, 482, 1526]
story1-dateline: •ಸುದ್ದಿಮೂಲ ವಾರ್ತೆ, ಸುತ್ತೂರು, ಜ.31: — [22, 276, 114, 284]
story9-headline: ಕೆಪಿಎಂಇ ನಿಯಮ ಉಲ್ಲಂಘಿಸಿದವರ ವಿರುದ್ಧ ಪ್ರಕರಣ ದಾಖಲಿಸಿ: ಡಿಸಿ ಸೂಚನೆ — [726, 1081, 919, 1109]
masthead — [22, 36, 927, 80]
edition-city: ●ಬಳ್ಳಾರಿ — [504, 59, 528, 68]
story8-caption: ದೇವನಹಳ್ಳಿ ಮುದ್ದೆಬಾವಿಹಾದ ಪಿಡಿಯನಿಸಿ ಕ್ಷೇತ್ರದ ಆಮ್ ಆದ್ಮಿ ಪಕ್ಷದ ಮುಖಂಡರು ಬಿಜೆಪಿ ಕಾರ್ಯಕರ್ತರನ್ನು ಕಾಂಗ್ರೆಸ್ ಪಕ್ಷ ಸೇರಿದರು. ಅಭ್ಯರ್ಥಿ ಅಲಿ ಅವರು ಪಕ್ಷಕ್ಕೆ ಬರಮಾಡಿಕೊಂಡರು. — [720, 1020, 919, 1046]
edition-city: ●ವಿಜಯನಗರ — [532, 59, 569, 68]
divider — [248, 926, 578, 927]
story5-body-text: ನಾರಾಯಣ ಸೇವಾ ಸಂಸ್ಥಾನ, ವಿಕಲಚೇತನ ವ್ಯಕ್ತಿಗಳಿಗೆ ಹೊಸ ಜೀವನ ಮತ್ತು ಆಶಾ ಕಿರಣ ಮೂಡಿಸಲು ಫೆಬ್ರವರಿ ಮೊದಲ ವಾರದಂದು ಬೆಂಗಳೂರಿನ ಬಂಜಾರಾ ಹೋಟೆಲ್‌ನಲ್ಲಿ ಬೃಹತ್ ಉಚಿತ ಕೃತಕ ಅಂಗಾಂಗ ಜೋಡಣೆಗಾಗಿ ಅಂಗಮಾಪನ ಶಿಬಿರ ಆಯೋಜಿಸಿದೆ. ಅಪಘಾತ, ಅನಾರೋಗ್ಯದಿಂದ ಕೈಕಾಲು ಕಳೆದುಕೊಂಡವರಿಗೆ ಉಚಿತವಾಗಿ ಕೃತಕ ಅಂಗಾಂಗಗಳನ್ನು ಒದಗಿಸಲಾಗುವುದು. ಅರ್ಹ ಫಲಾನುಭವಿಗಳು ಶಿಬಿರದ ಪ್ರಯೋಜನ ಪಡೆದುಕೊಳ್ಳಬೇಕು ಎಂದು ಸಂಸ್ಥೆಯ ಪದಾಧಿಕಾರಿಗಳು ಮನವಿ ಮಾಡಿದ್ದಾರೆ. ಹೆಚ್ಚಿನ ಮಾಹಿತಿಗಾಗಿ ವ್ಯಕ್ತಿಗಳು ಸಂಸ್ಥೆಯ ಸಹಾಯವಾಣಿ 70235-09999 ಅಥವಾ 9341200200ನಲ್ಲಿ ಸಂಪರ್ಕಿಸಬಹುದು. — [22, 986, 234, 1043]
story2-body-col2: ಭವಿಷ್ಯದ ದೃಷ್ಟಿಯಿಂದ ಬೆಂಗಳೂರಿನ ಹೆಸರಘಟ್ಟ ಹುಲ್ಲುಗಾವಲು ಪ್ರದೇಶವನ್ನು ‘ಗ್ರೇಟರ್ ಹೆಸರಘಟ್ಟ ಹುಲ್ಲುಗಾವಲು ಸಂರಕ್ಷಿತ ಮೀಸಲು’ ಎಂದು ಘೋಷಿಸಲಾಗಿದೆ ಎಂದು ಅರಣ್ಯ ಸಚಿವ ಈಶ್ವರ ಖಂಡ್ರೆ ತಿಳಿಸಿದರು. ಸುದ್ದಿಗೋಷ್ಠಿಯಲ್ಲಿ ಮಾತನಾಡಿದ ಅವರು, 133 ಪ್ರಭೇದದ ಪಕ್ಷಿಗಳು, 40 ಪ್ರಭೇದದ ಚಿಟ್ಟೆಗಳು ಮತ್ತು ಹಲವು ವನ್ಯಜೀವಿಗಳಿಗೆ ಈ ಹುಲ್ಲುಗಾವಲು ಆಶ್ರಯತಾಣವಾಗಿದೆ. 5010 ಎಕರೆಯಿಂದ 5678 ಎಕರೆ ಪ್ರದೇಶವನ್ನು ಸಂರಕ್ಷಿತ ಮೀಸಲು ಪ್ರದೇಶವಾಗಿ ಘೋಷಿಸಲಾಗಿದೆ. ಇದರಿಂದ ನಗರದ ಅಂತರ್ಜಲ ಮಟ್ಟ ಹೆಚ್ಚಳಕ್ಕೂ ಅನುಕೂಲವಾಗಲಿದೆ. ಪ್ರಕೃತಿ ಸಂರಕ್ಷಣೆ ಸರ್ಕಾರದ ಆದ್ಯತೆಯಾಗಿದ್ದು, ಸ್ಥಳೀಯರ ಹಿತಾಸಕ್ತಿಗೆ ಧಕ್ಕೆ ಆಗುವುದಿಲ್ಲ. ಕೃಷಿ ಚಟುವಟಿಕೆಗಳಿಗೆ ಯಾವುದೇ ತೊಂದರೆ ಇರುವುದಿಲ್ಲ ಎಂದು ಸ್ಪಷ್ಟಪಡಿಸಿದರು. ಅರಣ್ಯ ಒತ್ತುವರಿ ತೆರವು ಕಾರ್ಯಾಚರಣೆ ಮುಂದುವರಿದಿದೆ. ಬೆಂಗಳೂರು ನಗರ ಜಿಲ್ಲೆ ಯಲಹಂಕ ಹೋಬಳಿ ಕೆಂಚನಹಳ್ಳಿ ಬಳಿ 1350.00 ಚ.ಅಡಿ ಅರಣ್ಯ ಭೂಮಿಯನ್ನು ಒತ್ತುವರಿಯಿಂದ ಮುಕ್ತಗೊಳಿಸಲಾಗಿದೆ ಎಂದು ಅವರು ಮಾಹಿತಿ ನೀಡಿದರು. — [763, 302, 927, 408]
edition-city: ●ಬೆಂಗಳೂರು — [362, 44, 397, 53]
edition-city: ●ಬೀದರ — [573, 59, 597, 68]
column-divider — [240, 468, 241, 1508]
story6-headline: ಆಧುನಿಕತೆಯಲ್ಲಿ ಕೃಷಿ, ಹೈನೋದ್ಯಮ ಕ್ಷೀಣ: ಶರತ್ ಬಚ್ಚೇಗೌಡ — [248, 935, 566, 954]
website-link[interactable]: https://www.suddimoola.in — [200, 43, 307, 52]
